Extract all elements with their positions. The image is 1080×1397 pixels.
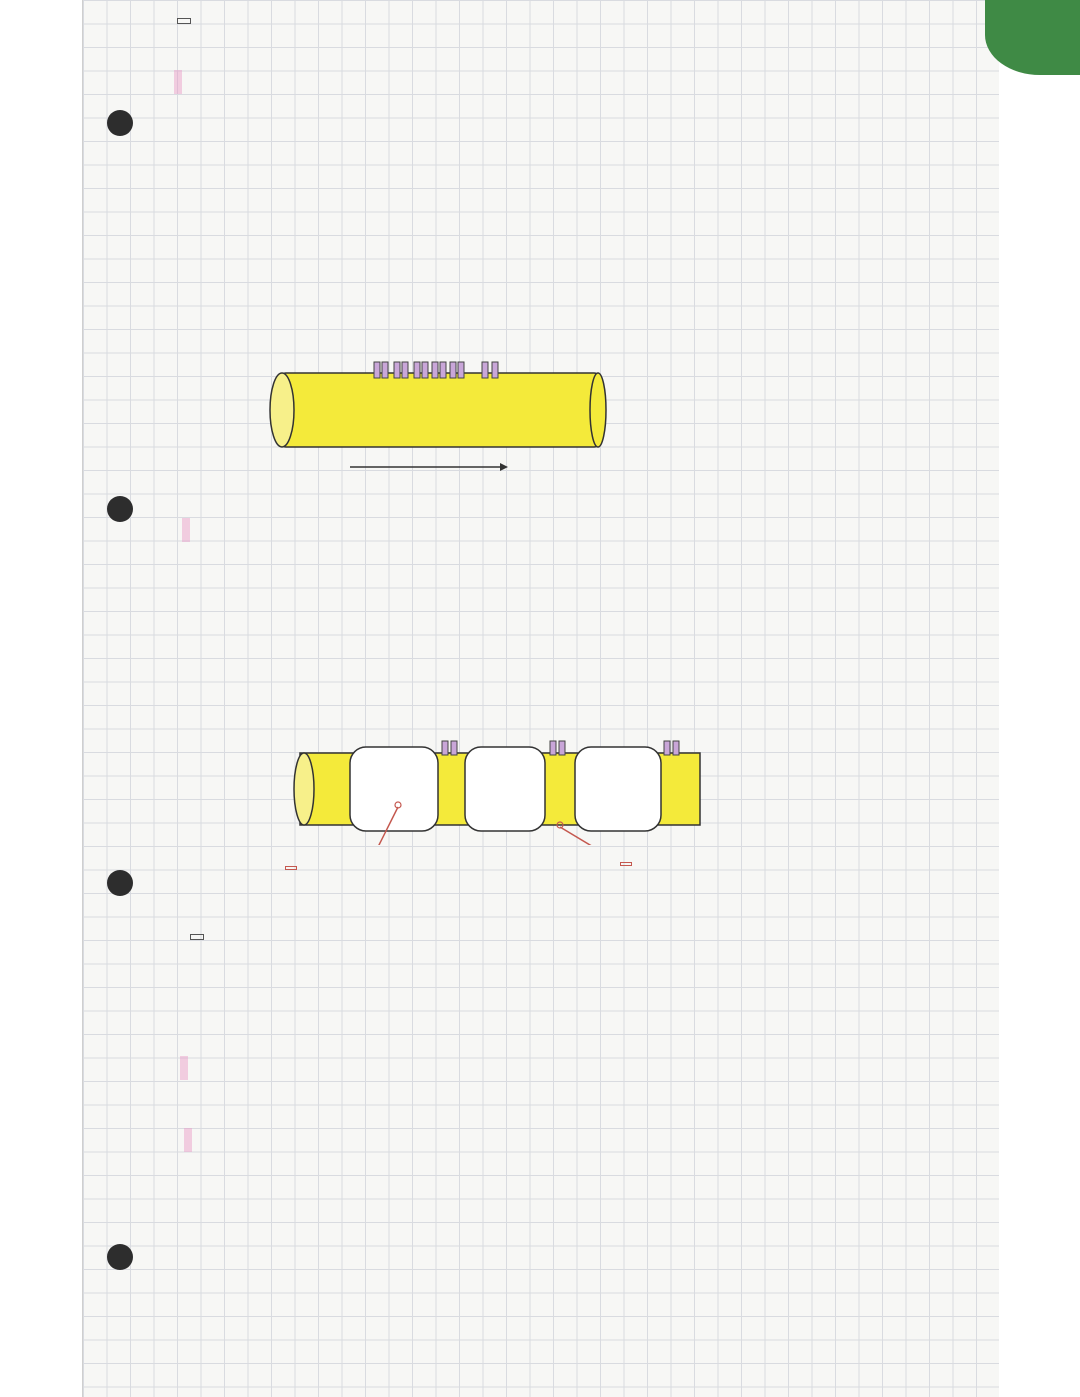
punch-hole xyxy=(107,870,133,896)
myelin-sheath xyxy=(350,747,438,831)
heading xyxy=(182,518,190,542)
node-label xyxy=(620,862,632,866)
section-title xyxy=(177,18,191,24)
heading xyxy=(184,1128,192,1152)
myelin-sheath xyxy=(575,747,661,831)
punch-hole xyxy=(107,1244,133,1270)
arrow-head-icon xyxy=(500,463,508,471)
saltatory-conduction-diagram xyxy=(290,695,710,845)
myelin-label xyxy=(285,866,297,870)
punch-hole xyxy=(107,110,133,136)
section-title xyxy=(190,934,204,940)
myelin-sheath xyxy=(465,747,545,831)
axon-body xyxy=(280,373,600,447)
continuous-conduction-diagram xyxy=(260,320,620,500)
heading xyxy=(180,1056,188,1080)
punch-hole xyxy=(107,496,133,522)
axon-end xyxy=(270,373,294,447)
green-marker-blob xyxy=(985,0,1080,75)
heading xyxy=(174,70,182,94)
